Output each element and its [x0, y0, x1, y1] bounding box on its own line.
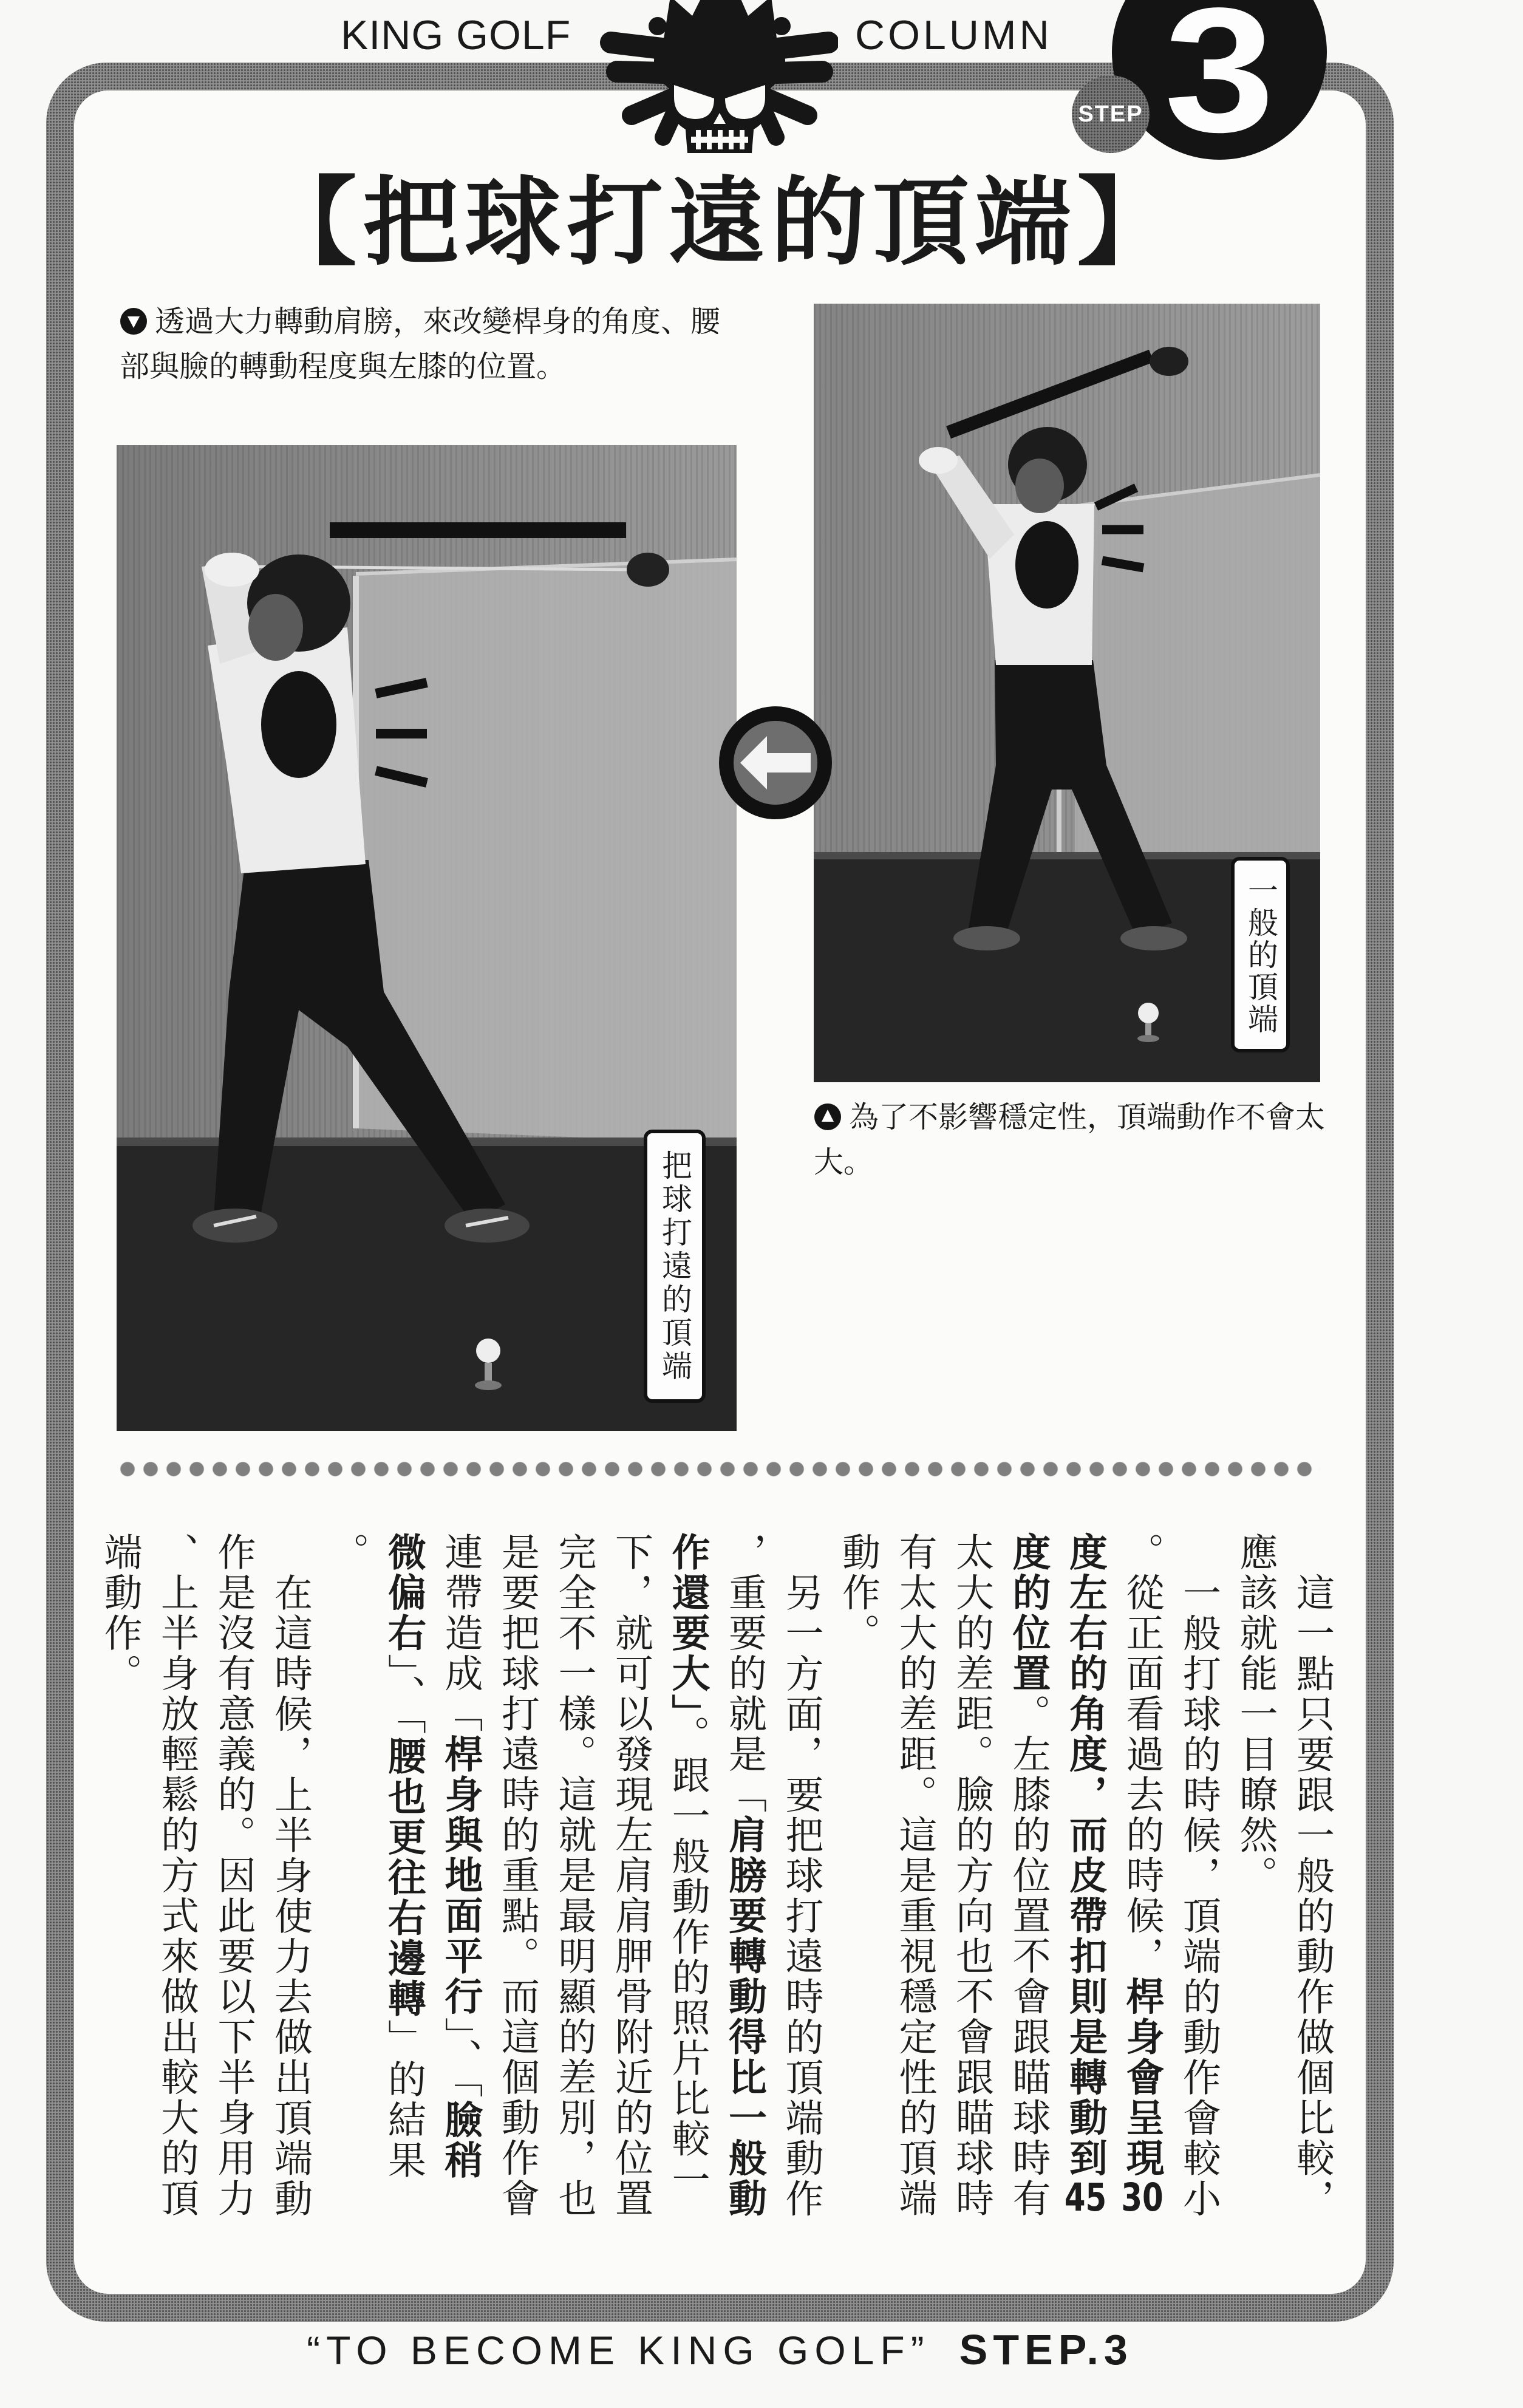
text-column: [1227, 1532, 1284, 2225]
text-run: 端動作。: [98, 1532, 143, 1694]
text-run: 。左膝的位置不會跟瞄球時有: [1006, 1694, 1051, 2219]
text-run: 作是沒有意義的。因此要以下半身用力: [211, 1532, 256, 2219]
text-run: 這一點只要跟一般的動作做個比較，: [1290, 1572, 1335, 2219]
up-triangle-icon: [814, 1103, 842, 1131]
body-text: [92, 1532, 1341, 2225]
header-left-label: KING GOLF: [341, 12, 571, 58]
text-run: 」、「: [382, 1653, 426, 1736]
text-run: 」的結果: [382, 2019, 426, 2181]
text-run: 下，就可以發現左肩肩胛骨附近的位置: [609, 1532, 653, 2219]
text-run: 連帶造成「: [438, 1532, 483, 1734]
caption-line: 大。: [814, 1145, 874, 1179]
footer-tagline: “TO BECOME KING GOLF”: [307, 2328, 930, 2373]
text-column: [376, 1532, 433, 2225]
emphasis-text: 30: [1121, 2178, 1164, 2217]
emphasis-text: 臉稍: [438, 2099, 483, 2181]
text-column: [489, 1532, 547, 2225]
emphasis-text: 桿身會呈現: [1120, 1976, 1165, 2178]
text-column: [546, 1532, 603, 2225]
text-column: [1000, 1532, 1057, 2225]
long-drive-top-label: 把球打遠的頂端: [644, 1130, 706, 1403]
text-column: [149, 1532, 206, 2225]
text-run: 」、「: [438, 2017, 483, 2100]
emphasis-text: 45: [1064, 2178, 1107, 2217]
emphasis-text: 腰也更往右邊轉: [382, 1736, 426, 2019]
down-triangle-icon: [120, 307, 148, 335]
text-run: 太大的差距。臉的方向也不會跟瞄球時: [950, 1532, 994, 2219]
caption-line: 部與臉的轉動程度與左膝的位置。: [120, 349, 567, 384]
caption-line: [814, 1095, 1325, 1140]
caption-line: [120, 299, 720, 344]
text-run: 有太大的差距。這是重視穩定性的頂端: [893, 1532, 938, 2219]
page-title: 【把球打遠的頂端】: [261, 167, 1179, 279]
step-number: 3: [1164, 0, 1275, 169]
left-photo-caption: [120, 299, 720, 389]
text-column: [830, 1532, 887, 2225]
text-run: 動作。: [836, 1532, 881, 1654]
emphasis-text: 桿身與地面平行: [438, 1734, 483, 2017]
club-head: [1150, 347, 1188, 376]
emphasis-text: 作還要大」: [666, 1532, 710, 1715]
text-column: [1284, 1532, 1341, 2225]
left-arrow-icon: [718, 706, 833, 820]
text-run: 一般打球的時候，頂端的動作會較小: [1177, 1572, 1221, 2219]
skull-crown-icon: [595, 0, 838, 158]
text-column: [717, 1532, 774, 2225]
emphasis-text: 度的位置: [1006, 1532, 1051, 1694]
text-column: [1171, 1532, 1228, 2225]
text-column: [92, 1532, 149, 2225]
footer: [46, 2326, 1394, 2373]
text-column: [603, 1532, 660, 2225]
text-run: 是要把球打遠時的重點。而這個動作會: [496, 1532, 540, 2219]
text-column: [262, 1532, 319, 2225]
text-run: 。: [325, 1532, 370, 1573]
text-run: 完全不一樣。這就是最明顯的差別，也: [552, 1532, 597, 2219]
text-column: [1057, 1532, 1114, 2225]
normal-top-label: 一般的頂端: [1231, 857, 1290, 1052]
footer-step: STEP.3: [959, 2326, 1133, 2373]
caption-text: 透過大力轉動肩膀，來改變桿身的角度、腰: [155, 304, 721, 339]
text-column: [1114, 1532, 1171, 2225]
club-head: [627, 553, 669, 587]
text-run: 應該就能一目瞭然。: [1233, 1532, 1278, 1896]
text-column: [659, 1532, 717, 2225]
text-column: [205, 1532, 262, 2225]
text-run: 。從正面看過去的時候，: [1120, 1532, 1165, 1977]
emphasis-text: 微偏右: [382, 1532, 426, 1654]
text-column: [432, 1532, 489, 2225]
caption-text: 為了不影響穩定性，頂端動作不會太: [849, 1100, 1326, 1134]
shaft-parallel-marker: [330, 522, 626, 538]
text-run: 在這時候，上半身使力去做出頂端動: [268, 1572, 313, 2219]
dotted-divider: [120, 1461, 1320, 1477]
text-column: [887, 1532, 944, 2225]
text-column: [773, 1532, 830, 2225]
text-run: ，重要的就是「: [723, 1532, 767, 1815]
text-run: 、上半身放輕鬆的方式來做出較大的頂: [155, 1532, 199, 2219]
header-right-label: COLUMN: [855, 12, 1052, 58]
emphasis-text: 肩膀要轉動得比一般動: [723, 1815, 767, 2219]
emphasis-text: 度左右的角度，而皮帶扣則是轉動到: [1063, 1532, 1108, 2178]
text-run: 另一方面，要把球打遠時的頂端動作: [779, 1572, 824, 2219]
step-label-badge: STEP: [1072, 75, 1150, 153]
text-column: [319, 1532, 376, 2225]
right-photo-caption: [814, 1095, 1325, 1185]
text-run: 。跟一般動作的照片比較一: [666, 1715, 710, 2200]
text-column: [944, 1532, 1001, 2225]
